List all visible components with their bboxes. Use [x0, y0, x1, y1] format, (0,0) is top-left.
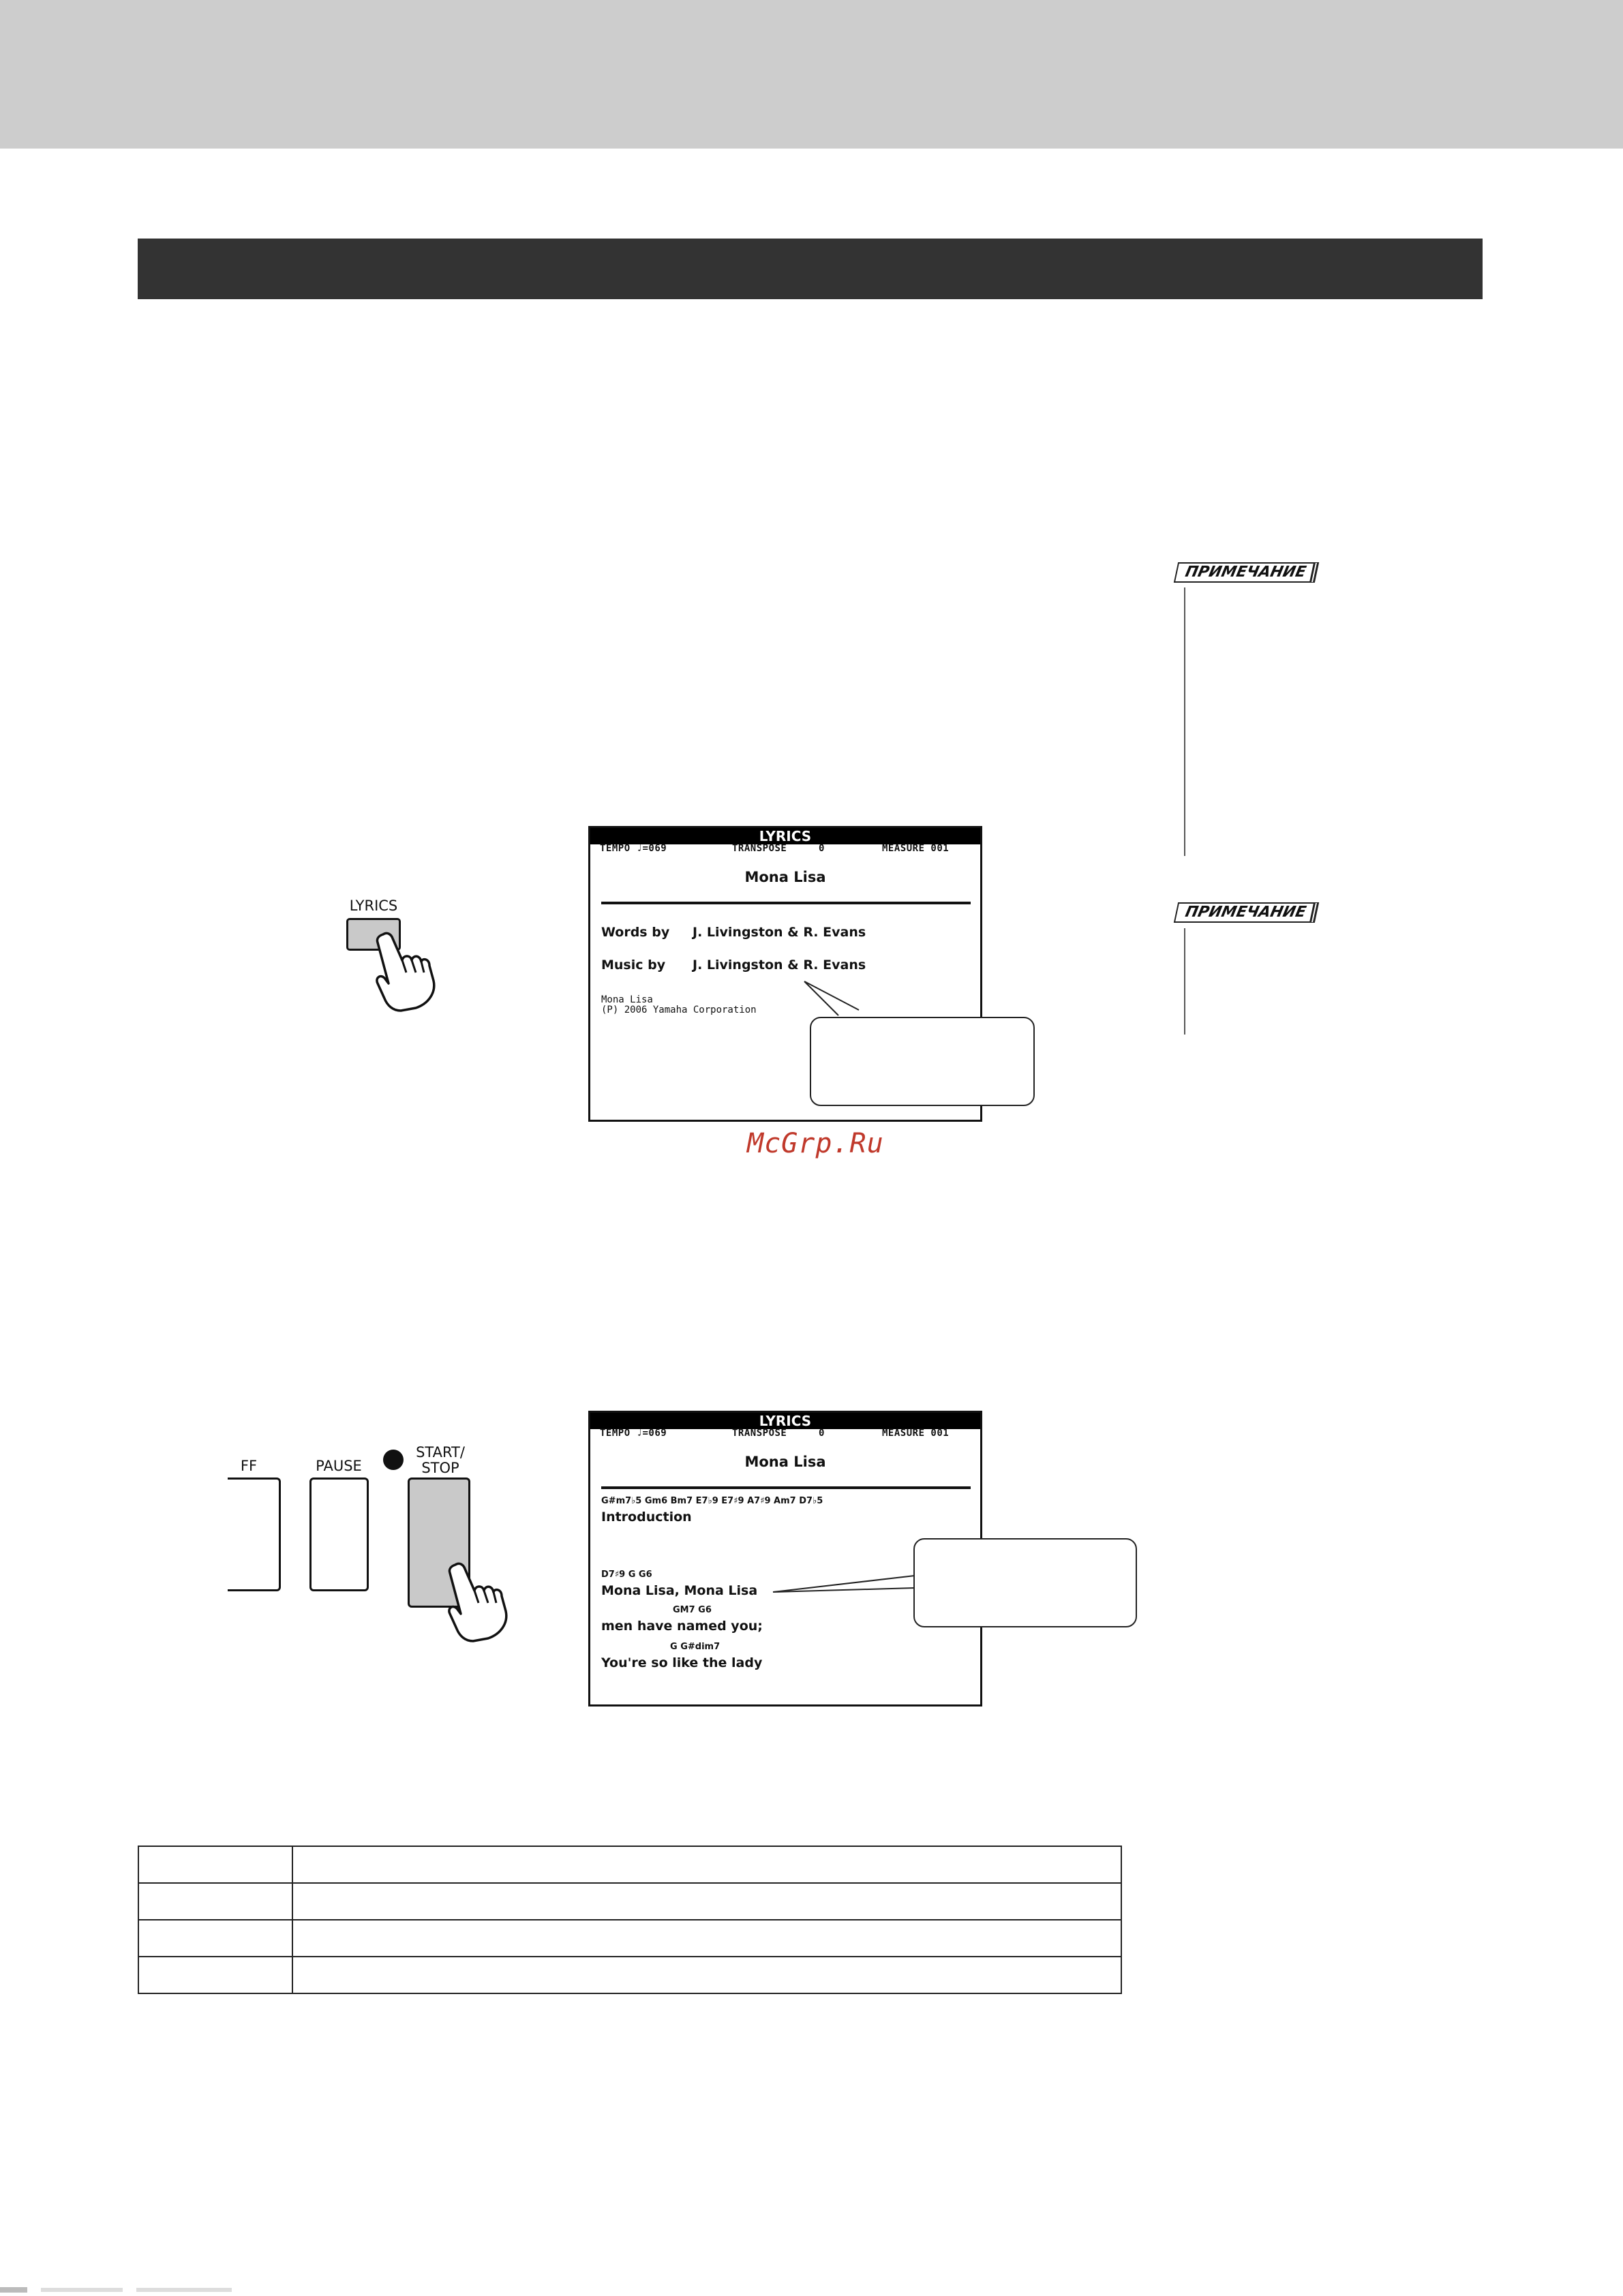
- music-by-value: J. Livingston & R. Evans: [693, 958, 866, 973]
- ff-button-label: FF: [240, 1458, 258, 1474]
- lcd-header: LYRICS: [590, 828, 980, 844]
- table-cell: [292, 1920, 1121, 1957]
- pointing-hand-icon: [440, 1561, 515, 1642]
- chord-line: G#m7♭5 Gm6 Bm7 E7♭9 E7♯9 A7♯9 Am7 D7♭5: [601, 1496, 823, 1506]
- start-stop-label-line2: STOP: [421, 1460, 459, 1476]
- chord-line: D7♯9 G G6: [601, 1570, 652, 1580]
- music-by-label: Music by: [601, 958, 666, 973]
- lcd-measure: MEASURE 001: [882, 843, 950, 854]
- note-divider: [1184, 587, 1185, 856]
- chord-line: GM7 G6: [673, 1605, 712, 1615]
- note-divider: [1184, 928, 1185, 1035]
- pause-button-label: PAUSE: [316, 1458, 362, 1474]
- section-title-bar: [138, 239, 1483, 299]
- table-cell: [292, 1957, 1121, 1993]
- start-stop-label: [406, 1445, 474, 1476]
- lcd-small-title: Mona Lisa: [601, 994, 653, 1005]
- lcd-copyright: (P) 2006 Yamaha Corporation: [601, 1005, 757, 1015]
- empty-table: [138, 1846, 1122, 1994]
- lyric-line: You're so like the lady: [601, 1655, 763, 1670]
- callout-pointer: [768, 1567, 917, 1608]
- lcd-divider: [601, 1486, 971, 1489]
- lcd-song-title: Mona Lisa: [744, 1454, 826, 1470]
- lcd-measure: MEASURE 001: [882, 1428, 950, 1439]
- lyric-line: men have named you;: [601, 1619, 763, 1634]
- watermark-text: McGrp.Ru: [747, 1128, 884, 1159]
- ff-button[interactable]: [228, 1478, 281, 1591]
- table-row: [138, 1846, 1121, 1883]
- lcd-tempo: TEMPO ♩=069: [600, 843, 667, 854]
- callout-box: [913, 1538, 1137, 1627]
- lcd-tempo: TEMPO ♩=069: [600, 1428, 667, 1439]
- words-by-value: J. Livingston & R. Evans: [693, 925, 866, 940]
- page-top-band: [0, 0, 1623, 149]
- lcd-transpose: TRANSPOSE: [732, 1428, 787, 1439]
- footer-mark: [0, 2286, 232, 2294]
- table-cell: [138, 1920, 292, 1957]
- table-row: [138, 1920, 1121, 1957]
- lcd-transpose: TRANSPOSE: [732, 843, 787, 854]
- lyric-line: Introduction: [601, 1510, 692, 1525]
- lcd-divider: [601, 902, 971, 904]
- table-cell: [138, 1883, 292, 1920]
- table-cell: [292, 1883, 1121, 1920]
- table-cell: [138, 1846, 292, 1883]
- lcd-transpose-value: 0: [819, 1428, 825, 1439]
- pause-button[interactable]: [309, 1478, 369, 1591]
- chord-line: G G#dim7: [670, 1642, 721, 1652]
- callout-box: [810, 1017, 1035, 1106]
- lcd-song-title: Mona Lisa: [744, 869, 826, 885]
- note-tag: ПРИМЕЧАНИЕ: [1174, 562, 1319, 583]
- pointing-hand-icon: [368, 930, 443, 1012]
- table-cell: [292, 1846, 1121, 1883]
- start-stop-label-line1: START/: [416, 1444, 465, 1460]
- lyrics-button-label: LYRICS: [349, 898, 398, 914]
- lcd-transpose-value: 0: [819, 843, 825, 854]
- words-by-label: Words by: [601, 925, 670, 940]
- table-row: [138, 1957, 1121, 1993]
- table-cell: [138, 1957, 292, 1993]
- note-tag: ПРИМЕЧАНИЕ: [1174, 902, 1319, 923]
- callout-pointer: [798, 975, 866, 1022]
- lyric-line: Mona Lisa, Mona Lisa: [601, 1583, 758, 1598]
- record-indicator-icon: [383, 1450, 404, 1470]
- lcd-header: LYRICS: [590, 1413, 980, 1429]
- table-row: [138, 1883, 1121, 1920]
